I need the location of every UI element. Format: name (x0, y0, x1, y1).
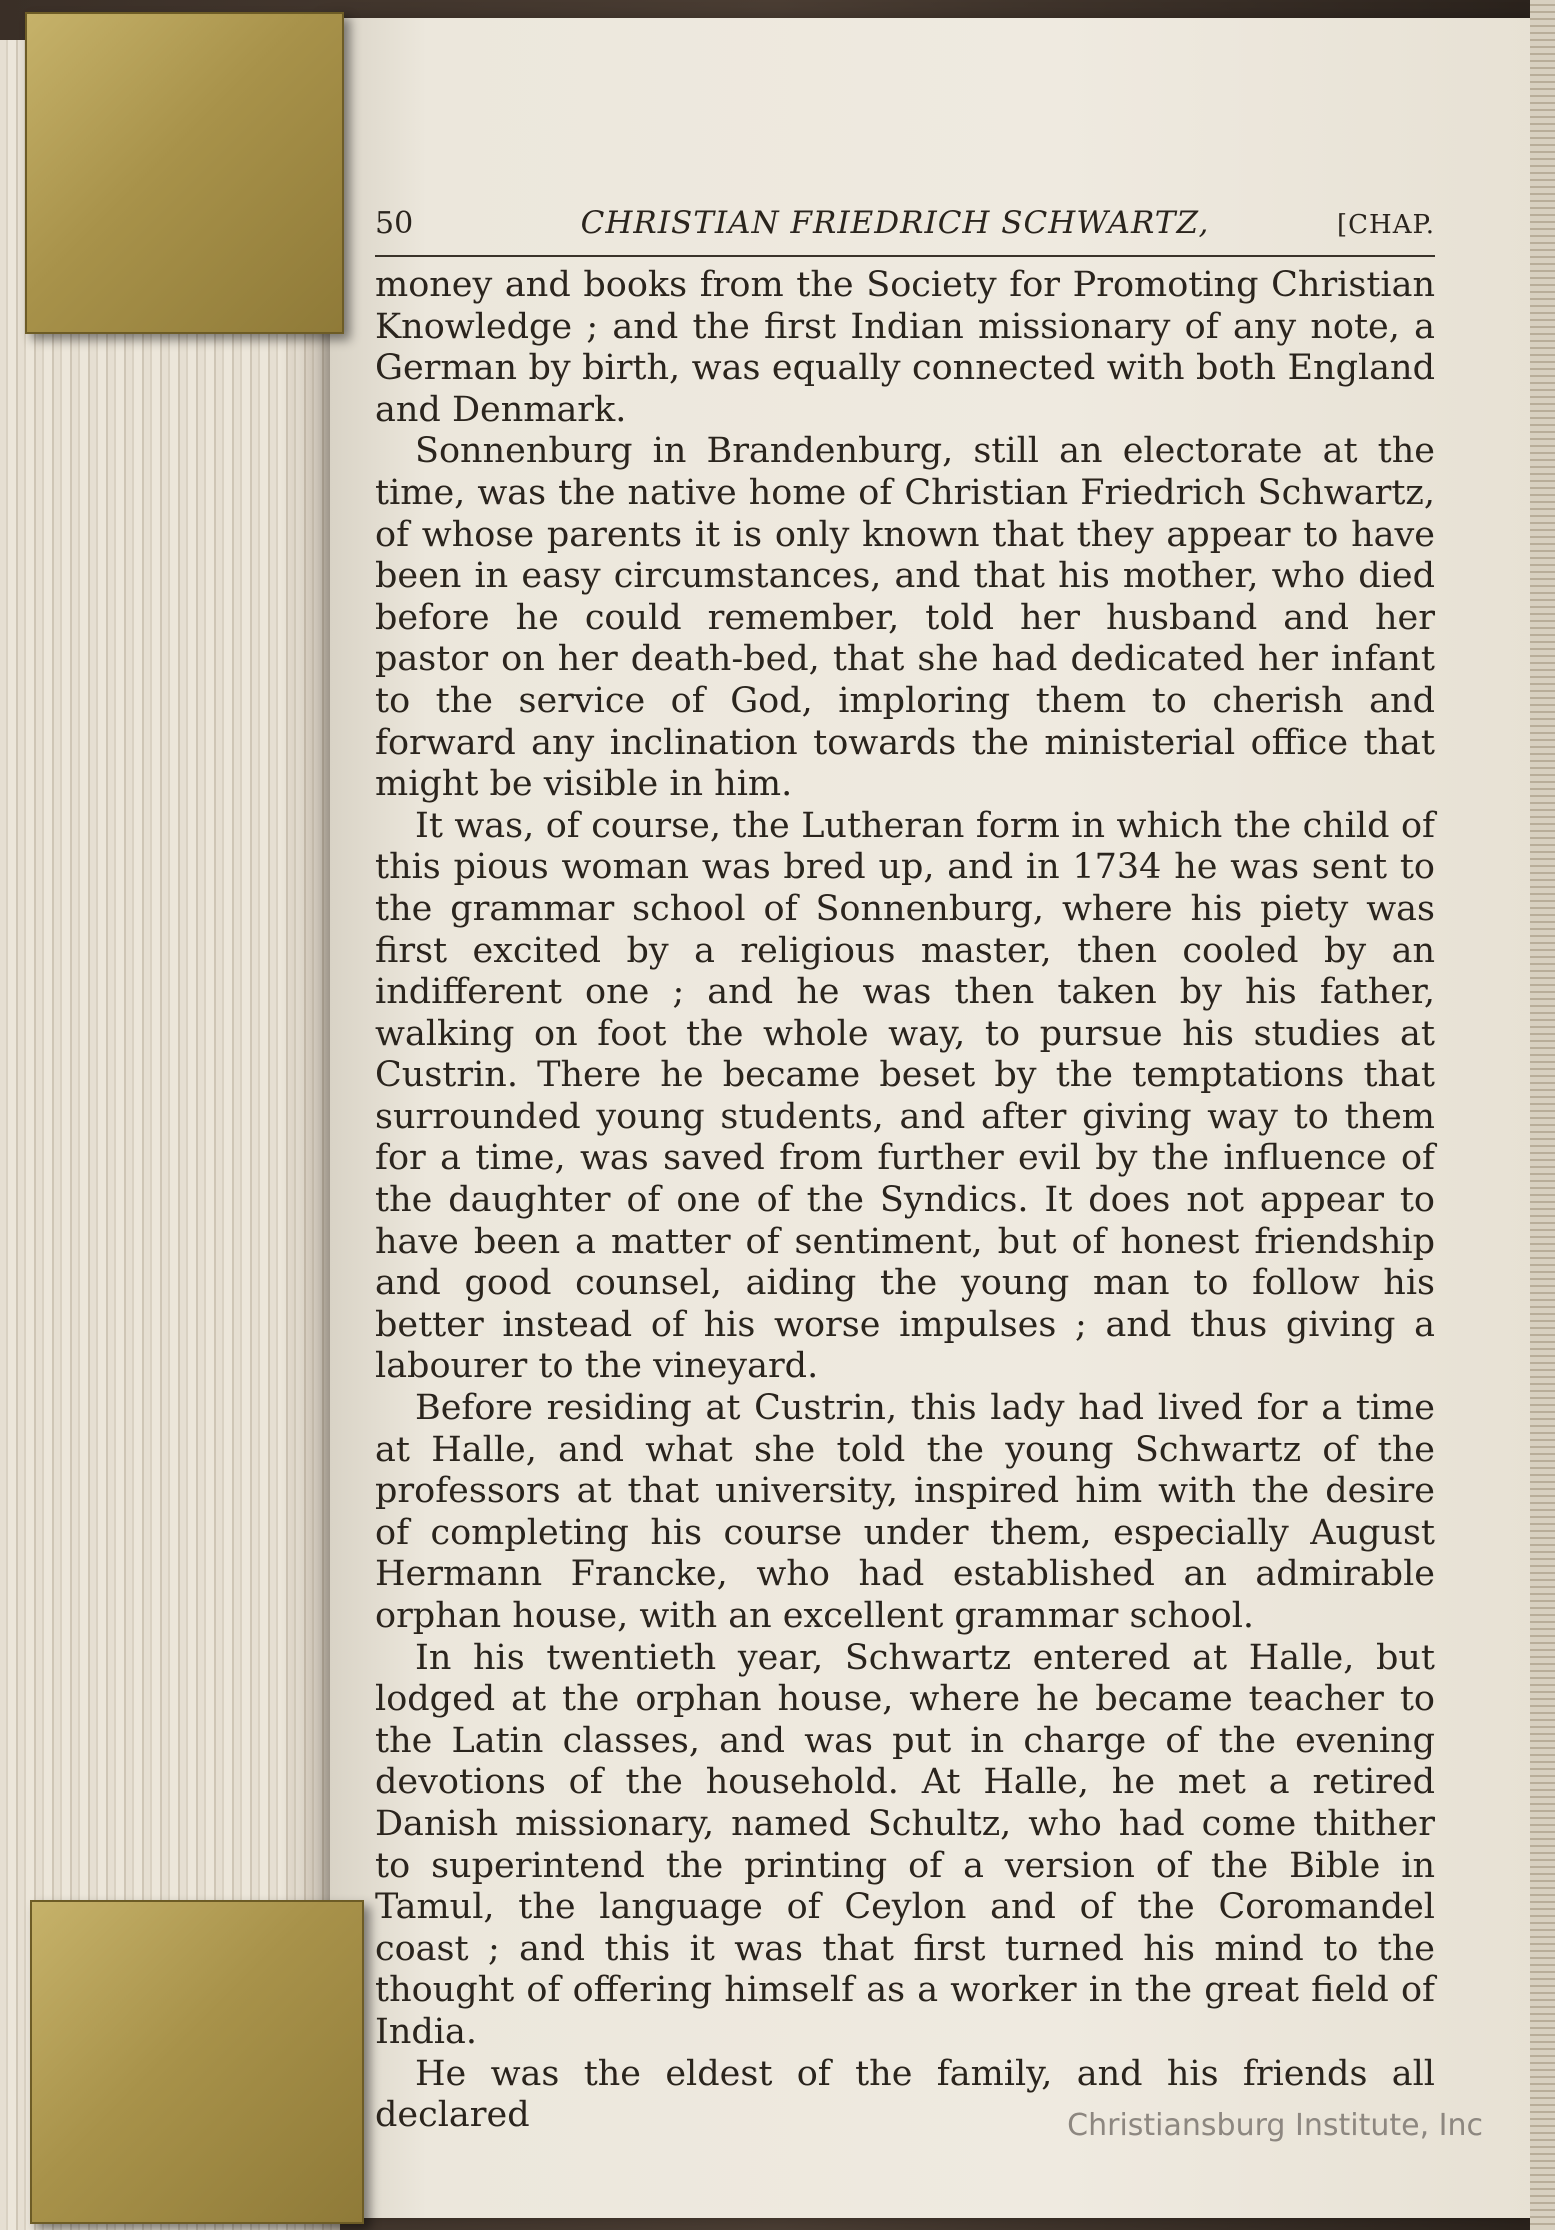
body-text (375, 265, 1435, 2137)
page-text-area (375, 205, 1435, 2137)
paragraph: In his twentieth year, Schwartz entered at Halle, but lodged at the orphan house, where he became teacher to the Latin classes, and was put in charge of the evening devotions of the household. At Halle, he met a retired Danish missionary, named Schultz, who had come thither to superintend the printing of a version of the Bible in Tamul, the language of Ceylon and of the Coromandel coast ; and this it was that first turned his mind to the thought of offering himself as a worker in the great field of India. (375, 1637, 1435, 2052)
right-page-edge (1530, 0, 1555, 2230)
brass-clip-bottom (30, 1900, 364, 2224)
paragraph: Before residing at Custrin, this lady had lived for a time at Halle, and what she told the young Schwartz of the professors at that university, inspired him with the desire of completing his course under them, especially August Hermann Francke, who had established an admirable orphan house, with an excellent grammar school. (375, 1388, 1435, 1636)
brass-clip-top (25, 12, 344, 334)
paragraph: money and books from the Society for Promoting Christian Knowledge ; and the first Indian missionary of any note, a German by birth, was equally connected with both England and Denmark. (375, 265, 1435, 430)
watermark-credit: Christiansburg Institute, Inc (1067, 2108, 1483, 2143)
paragraph: It was, of course, the Lutheran form in which the child of this pious woman was bred up, and in 1734 he was sent to the grammar school of Sonnenburg, where his piety was first excited by a religious master, then cooled by an indifferent one ; and he was then taken by his father, walking on foot the whole way, to pursue his studies at Custrin. There he became beset by the temptations that surrounded young students, and after giving way to them for a time, was saved from further evil by the influence of the daughter of one of the Syndics. It does not appear to have been a matter of sentiment, but of honest friendship and good counsel, aiding the young man to follow his better instead of his worse impulses ; and thus giving a labourer to the vineyard. (375, 805, 1435, 1387)
running-head (375, 205, 1435, 257)
page-number: 50 (375, 206, 414, 241)
chapter-marker: [CHAP. (1337, 210, 1435, 240)
paragraph: He was the eldest of the family, and his friends all declared (375, 2053, 1435, 2136)
running-title: CHRISTIAN FRIEDRICH SCHWARTZ, (580, 205, 1210, 241)
paragraph: Sonnenburg in Brandenburg, still an electorate at the time, was the native home of Christian Friedrich Schwartz, of whose parents it is only known that they appear to have been in easy circumstances, and that his mother, who died before he could remember, told her husband and her pastor on her death-bed, that she had dedicated her infant to the service of God, imploring them to cherish and forward any inclination towards the ministerial office that might be visible in him. (375, 431, 1435, 805)
